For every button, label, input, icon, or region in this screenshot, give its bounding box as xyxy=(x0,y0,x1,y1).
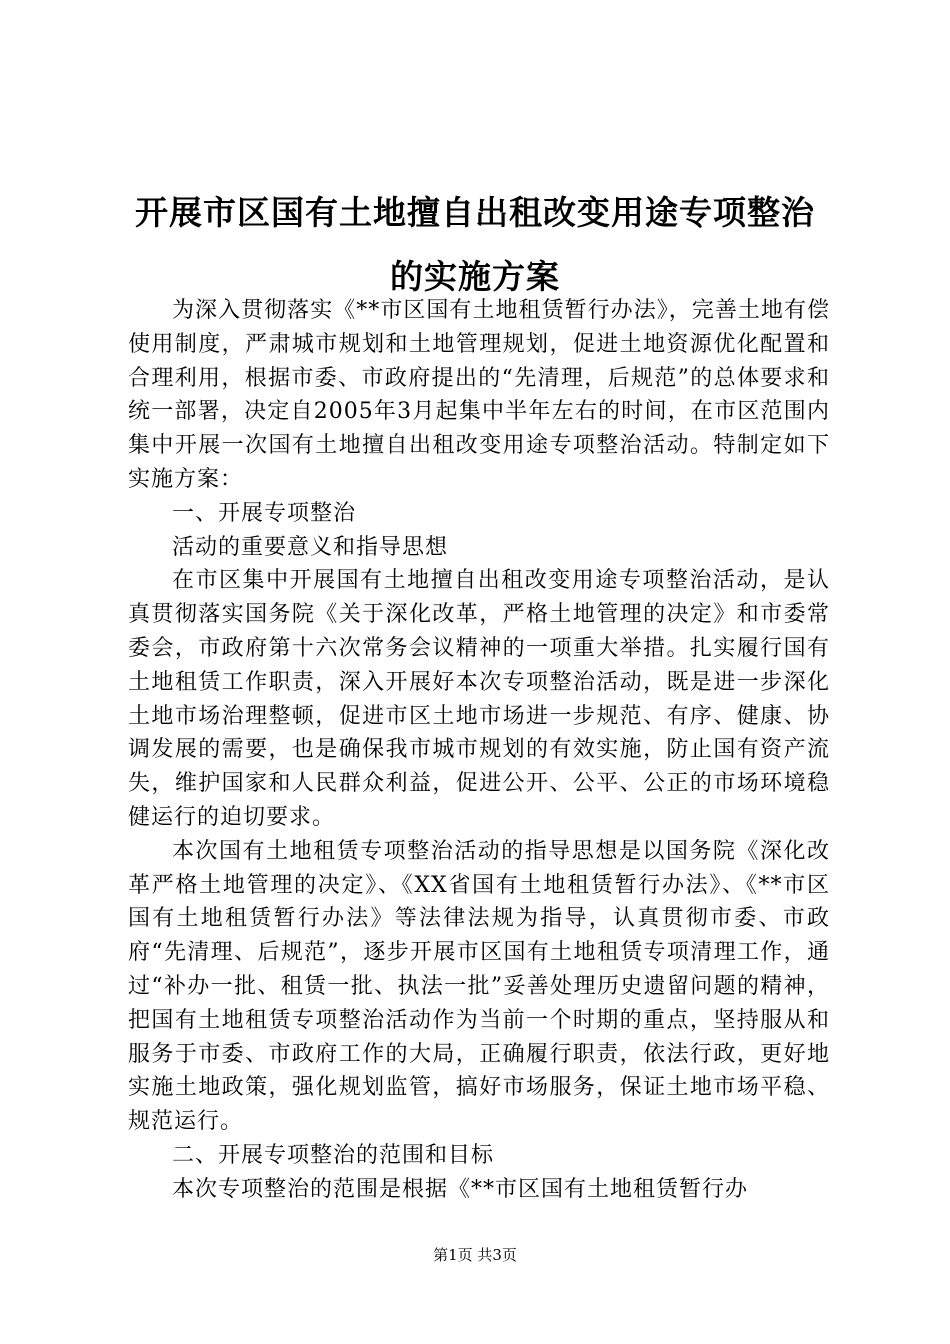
paragraph-intro: 为深入贯彻落实《**市区国有土地租赁暂行办法》，完善土地有偿使用制度，严肃城市规划和土地管理规划，促进土地资源优化配置和合理利用，根据市委、市政府提出的“先清理，后规范”的总体要求和统一部署，决定自2005年3月起集中半年左右的时间，在市区范围内集中开展一次国有土地擅自出租改变用途专项整治活动。特制定如下实施方案： xyxy=(128,298,830,492)
document-title-line1: 开展市区国有土地擅自出租改变用途专项整治 xyxy=(135,193,815,232)
section-subheading: 活动的重要意义和指导思想 xyxy=(172,534,449,560)
document-body xyxy=(128,294,830,1207)
paragraph-guiding-thought: 本次国有土地租赁专项整治活动的指导思想是以国务院《深化改革严格土地管理的决定》、《XX省国有土地租赁暂行办法》、《**市区国有土地租赁暂行办法》等法律法规为指导，认真贯彻市委、市政府“先清理、后规范”，逐步开展市区国有土地租赁专项清理工作，通过“补办一批、租赁一批、执法一批”妥善处理历史遗留问题的精神，把国有土地租赁专项整治活动作为当前一个时期的重点，坚持服从和服务于市委、市政府工作的大局，正确履行职责，依法行政，更好地实施土地政策，强化规划监管，搞好市场服务，保证土地市场平稳、规范运行。 xyxy=(128,838,830,1135)
paragraph-significance: 在市区集中开展国有土地擅自出租改变用途专项整治活动，是认真贯彻落实国务院《关于深化改革，严格土地管理的决定》和市委常委会，市政府第十六次常务会议精神的一项重大举措。扎实履行国有土地租赁工作职责，深入开展好本次专项整治活动，既是进一步深化土地市场治理整顿，促进市区土地市场进一步规范、有序、健康、协调发展的需要，也是确保我市城市规划的有效实施，防止国有资产流失，维护国家和人民群众利益，促进公开、公平、公正的市场环境稳健运行的迫切要求。 xyxy=(128,568,830,830)
document-title xyxy=(120,181,830,309)
paragraph-scope: 本次专项整治的范围是根据《**市区国有土地租赁暂行办 xyxy=(172,1176,749,1202)
section-heading-1: 一、开展专项整治 xyxy=(172,500,357,526)
document-title-line2: 的实施方案 xyxy=(390,257,560,296)
page-footer: 第1页 共3页 xyxy=(433,1246,517,1264)
section-heading-2: 二、开展专项整治的范围和目标 xyxy=(172,1142,495,1168)
